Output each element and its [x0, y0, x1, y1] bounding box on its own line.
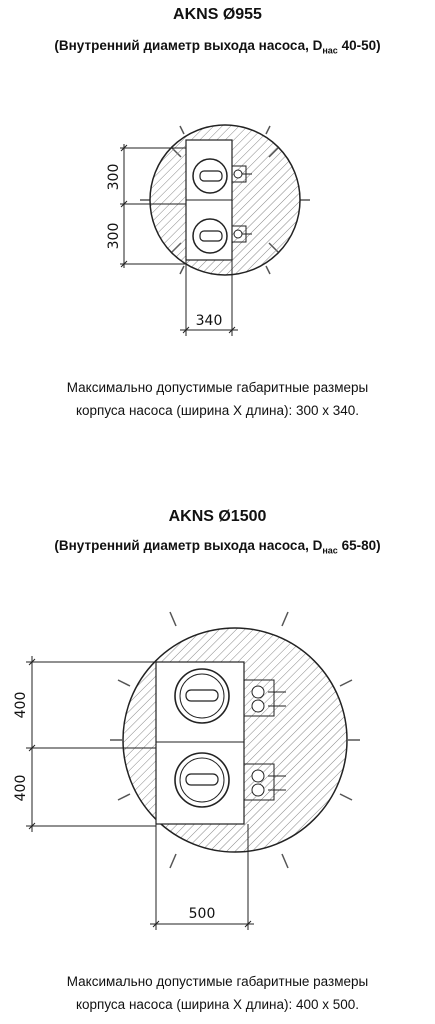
section-2-subtitle: (Внутренний диаметр выхода насоса, $D_{нас}$ 65-80) — [54, 538, 381, 556]
section-1-title: AKNS Ø955 — [173, 6, 262, 23]
well-diagram-955 — [0, 110, 435, 350]
well-diagram-1500 — [0, 600, 435, 940]
dim-height-1-1500: 400 — [13, 691, 29, 719]
section-2-caption: Максимально допустимые габаритные размеры корпуса насоса (ширина Х длина): 400 х 500. — [66, 974, 369, 1012]
dim-height-2-1500: 400 — [13, 774, 29, 802]
section-2-title: AKNS Ø1500 — [168, 508, 267, 525]
dim-width-1500: 500 — [188, 906, 216, 922]
dim-height-2-955: 300 — [106, 222, 122, 250]
dim-width-955: 340 — [195, 313, 223, 329]
dim-height-1-955: 300 — [106, 163, 122, 191]
section-1-caption: Максимально допустимые габаритные размеры корпуса насоса (ширина Х длина): 300 х 340. — [66, 380, 369, 418]
section-1-subtitle: (Внутренний диаметр выхода насоса, $D_{нас}$ 40-50) — [54, 38, 381, 56]
